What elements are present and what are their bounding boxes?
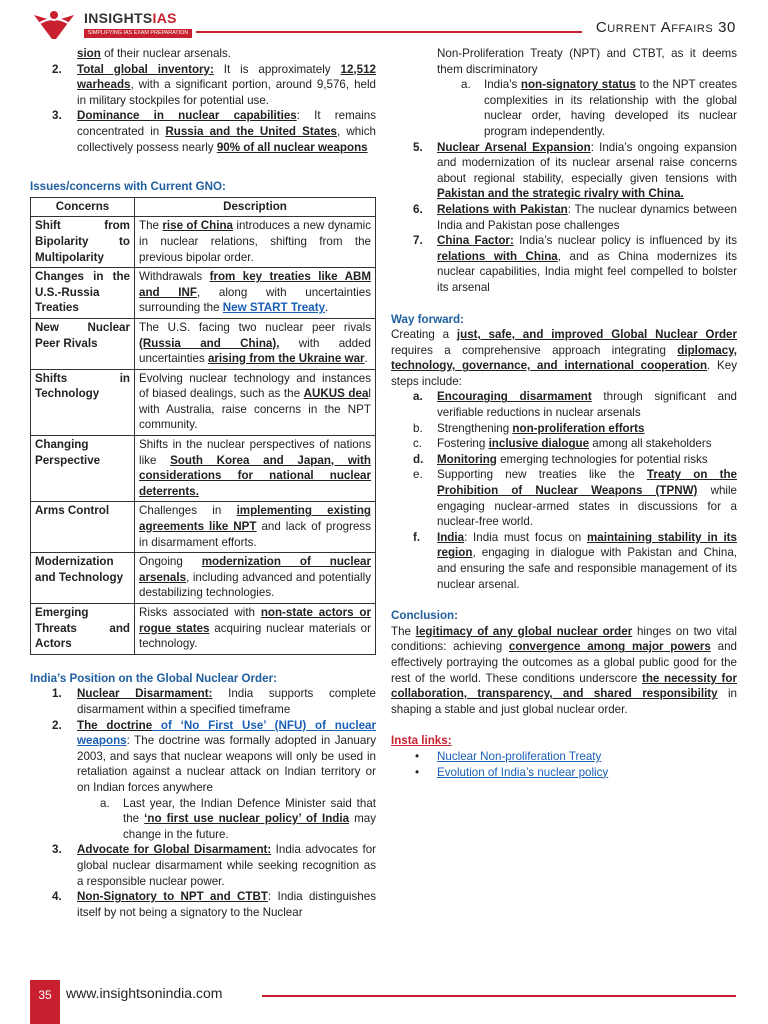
table-row <box>31 553 376 604</box>
npt-link[interactable]: Nuclear Non-proliferation Treaty <box>437 749 602 763</box>
concern-cell: Shifts in Technology <box>31 369 135 435</box>
list-item: 3. Advocate for Global Disarmament: India advocates for global nuclear disarmament while seeking recognition as a responsible nuclear power. <box>52 843 377 888</box>
list-item: a. Encouraging disarmament through significant and verifiable reductions in nuclear arsenals <box>413 390 737 420</box>
column-header: Concerns <box>31 197 135 217</box>
logo-emblem-icon <box>32 9 76 43</box>
concern-cell: Emerging Threats and Actors <box>31 604 135 655</box>
list-item <box>391 765 737 781</box>
sub-list-item: a. India’s non-signatory status to the NPT creates complexities in its relationship with the global nuclear order, having developed its nuclear program independently. <box>461 78 737 138</box>
concern-cell: Modernization and Technology <box>31 553 135 604</box>
table-row <box>31 268 376 319</box>
page-header <box>0 0 768 48</box>
description-cell: Risks associated with non-state actors or rogue states acquiring nuclear materials or technology. <box>135 604 376 655</box>
bullet-icon: • <box>415 765 420 779</box>
description-cell: Shifts in the nuclear perspectives of nations like South Korea and Japan, with considerations for national nuclear deterrents. <box>135 436 376 502</box>
list-item: 2. Total global inventory: It is approximately 12,512 warheads, with a significant portion, around 9,576, held in military stockpiles for potential use. <box>52 62 376 107</box>
table-row <box>31 604 376 655</box>
list-item: 2. The doctrine of ‘No First Use’ (NFU) of nuclear weapons: The doctrine was formally adopted in January 2003, and says that nuclear weapons will only be used in retaliation against a nuclear attack on Indian territory or on Indian forces anywhere <box>52 718 376 794</box>
list-item: 1. Nuclear Disarmament: India supports complete disarmament within a specified timeframe <box>52 687 376 716</box>
concern-cell: Shift from Bipolarity to Multipolarity <box>31 217 135 268</box>
description-cell: The U.S. facing two nuclear peer rivals (Russia and China), with added uncertainties arising from the Ukraine war. <box>135 318 376 369</box>
position-heading: India’s Position on the Global Nuclear Order: <box>30 671 277 685</box>
conclusion-text: The legitimacy of any global nuclear order hinges on two vital conditions: achieving convergence among major powers and effectively portraying the outcomes as a global public good for the rest of the world. These conditions underscore the necessity for collaboration, transparency, and shared responsibility in shaping a stable and just global nuclear order. <box>391 624 738 716</box>
table-row <box>31 502 376 553</box>
list-item: c. Fostering inclusive dialogue among all stakeholders <box>413 437 712 451</box>
concern-cell: Changes in the U.S.-Russia Treaties <box>31 268 135 319</box>
description-cell: Evolving nuclear technology and instances of biased dealings, such as the AUKUS deal with Australia, raise concerns in the NPT community. <box>135 369 376 435</box>
section-title: Current Affairs 30 <box>595 19 736 36</box>
left-column <box>30 46 376 920</box>
list-item: 6. Relations with Pakistan: The nuclear dynamics between India and Pakistan pose challenges <box>413 202 737 232</box>
list-item <box>391 749 737 765</box>
list-item-continuation: sion of their nuclear arsenals. <box>77 47 232 60</box>
issues-heading: Issues/concerns with Current GNO: <box>30 180 226 194</box>
list-item: b. Strengthening non-proliferation efforts <box>413 421 645 435</box>
list-item: e. Supporting new treaties like the Treaty on the Prohibition of Nuclear Weapons (TPNW) while engaging nuclear-armed states in discussions for a nuclear-free world. <box>413 468 737 529</box>
bullet-icon: • <box>415 749 420 763</box>
right-column <box>391 46 737 780</box>
way-forward-heading: Way forward: <box>391 312 465 326</box>
concern-cell: New Nuclear Peer Rivals <box>31 318 135 369</box>
list-item: 4. Non-Signatory to NPT and CTBT: India distinguishes itself by not being a signatory to the Nuclear <box>52 890 376 919</box>
way-forward-intro: Creating a just, safe, and improved Global Nuclear Order requires a comprehensive approach integrating diplomacy, technology, governance, and international cooperation. Key steps include: <box>391 328 737 388</box>
page-footer <box>0 980 768 1024</box>
india-nuclear-policy-link[interactable]: Evolution of India’s nuclear policy <box>437 765 609 779</box>
list-item: 5. Nuclear Arsenal Expansion: India’s ongoing expansion and modernization of its nuclear arsenal raise concerns about regional stability, especially given tensions with Pakistan and the strategic rivalry with China. <box>413 140 738 201</box>
insightsias-logo[interactable] <box>32 9 192 43</box>
new-start-treaty-link[interactable]: New START Treaty <box>222 301 326 315</box>
table-header-row <box>31 197 376 217</box>
website-link[interactable]: www.insightsonindia.com <box>66 985 223 1001</box>
table-row <box>31 369 376 435</box>
header-rule <box>196 31 582 33</box>
column-header: Description <box>135 197 376 217</box>
logo-wordmark: INSIGHTSIAS <box>84 10 177 26</box>
description-cell: Challenges in implementing existing agreements like NPT and lack of progress in disarmament efforts. <box>135 502 376 553</box>
list-item: 7. China Factor: India’s nuclear policy is influenced by its relations with China, and as China modernizes its nuclear capabilities, India might feel compelled to bolster its arsenal <box>413 234 738 294</box>
list-continuation: Non-Proliferation Treaty (NPT) and CTBT, as it deems them discriminatory <box>437 47 737 76</box>
sub-list-item: a. Last year, the Indian Defence Minister said that the ‘no first use nuclear policy’ of India may change in the future. <box>100 796 376 841</box>
nfu-doctrine-link[interactable]: of ‘No First Use’ (NFU) of nuclear weapons <box>77 718 376 748</box>
concern-cell: Changing Perspective <box>31 436 135 502</box>
table-row <box>31 217 376 268</box>
insta-links-heading: Insta links: <box>391 734 452 748</box>
page-number: 35 <box>30 980 60 1024</box>
description-cell: Ongoing modernization of nuclear arsenals, including advanced and potentially destabilizing technologies. <box>135 553 376 604</box>
table-row <box>31 436 376 502</box>
table-row <box>31 318 376 369</box>
list-item: f. India: India must focus on maintaining stability in its region, engaging in dialogue with Pakistan and China, and ensuring the safe and responsible management of its nuclear arsenal. <box>413 530 737 591</box>
concern-cell: Arms Control <box>31 502 135 553</box>
description-cell: The rise of China introduces a new dynamic in nuclear relations, shifting from the previous bipolar order. <box>135 217 376 268</box>
list-item: 3. Dominance in nuclear capabilities: It remains concentrated in Russia and the United States, which collectively possess nearly 90% of all nuclear weapons <box>52 109 376 154</box>
conclusion-heading: Conclusion: <box>391 609 458 623</box>
logo-tagline: SIMPLIFYING IAS EXAM PREPARATION <box>84 29 192 38</box>
description-cell: Withdrawals from key treaties like ABM and INF, along with uncertainties surrounding the New START Treaty. <box>135 268 376 319</box>
concerns-table <box>30 197 376 655</box>
footer-rule <box>262 995 736 997</box>
list-item: d. Monitoring emerging technologies for potential risks <box>413 452 708 466</box>
